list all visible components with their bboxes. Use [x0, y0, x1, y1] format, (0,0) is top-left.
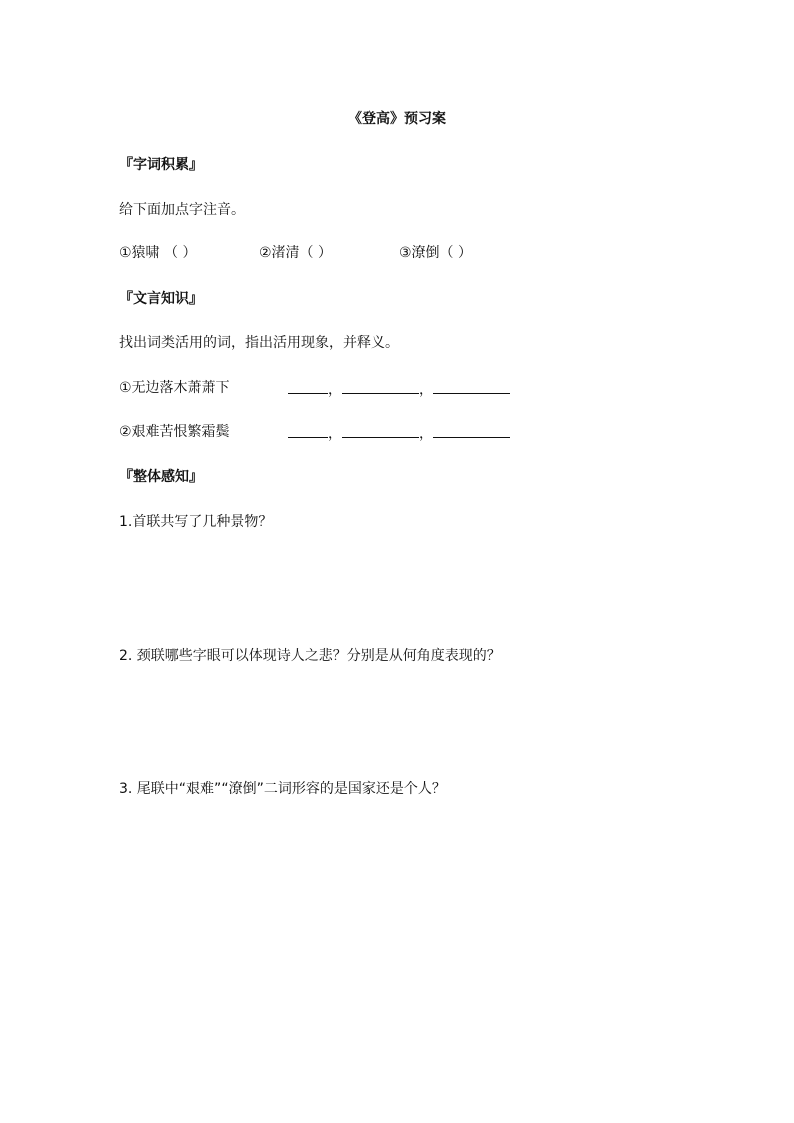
separator: ，	[419, 426, 433, 442]
page-title: 《登高》预习案	[348, 111, 446, 127]
separator: ，	[328, 382, 342, 398]
question-2: 2. 颈联哪些字眼可以体现诗人之悲？分别是从何角度表现的？	[119, 648, 501, 664]
question-3: 3. 尾联中“艰难”“潦倒”二词形容的是国家还是个人？	[119, 781, 446, 797]
answer-blank-meaning[interactable]	[433, 379, 510, 394]
pinyin-item-2: ②渚清（ ）	[259, 245, 333, 261]
separator: ，	[419, 382, 433, 398]
answer-blank-meaning[interactable]	[433, 423, 510, 438]
pinyin-item-1: ①猿啸 （ ）	[119, 245, 197, 261]
classical-line-1: ①无边落木萧萧下	[119, 380, 230, 396]
vocabulary-instruction: 给下面加点字注音。	[119, 202, 245, 218]
pinyin-item-3: ③潦倒（ ）	[399, 245, 473, 261]
answer-blanks-2	[288, 423, 510, 443]
section-heading-overall: 『整体感知』	[119, 469, 203, 485]
answer-blanks-1	[288, 379, 510, 399]
answer-blank-phenomenon[interactable]	[342, 423, 419, 438]
classical-line-2: ②艰难苦恨繁霜鬓	[119, 424, 230, 440]
answer-blank-phenomenon[interactable]	[342, 379, 419, 394]
answer-blank-word[interactable]	[288, 379, 328, 394]
section-heading-vocabulary: 『字词积累』	[119, 157, 203, 173]
separator: ，	[328, 426, 342, 442]
section-heading-classical: 『文言知识』	[119, 291, 203, 307]
question-1: 1.首联共写了几种景物？	[119, 514, 273, 530]
answer-blank-word[interactable]	[288, 423, 328, 438]
classical-instruction: 找出词类活用的词，指出活用现象，并释义。	[119, 335, 399, 351]
